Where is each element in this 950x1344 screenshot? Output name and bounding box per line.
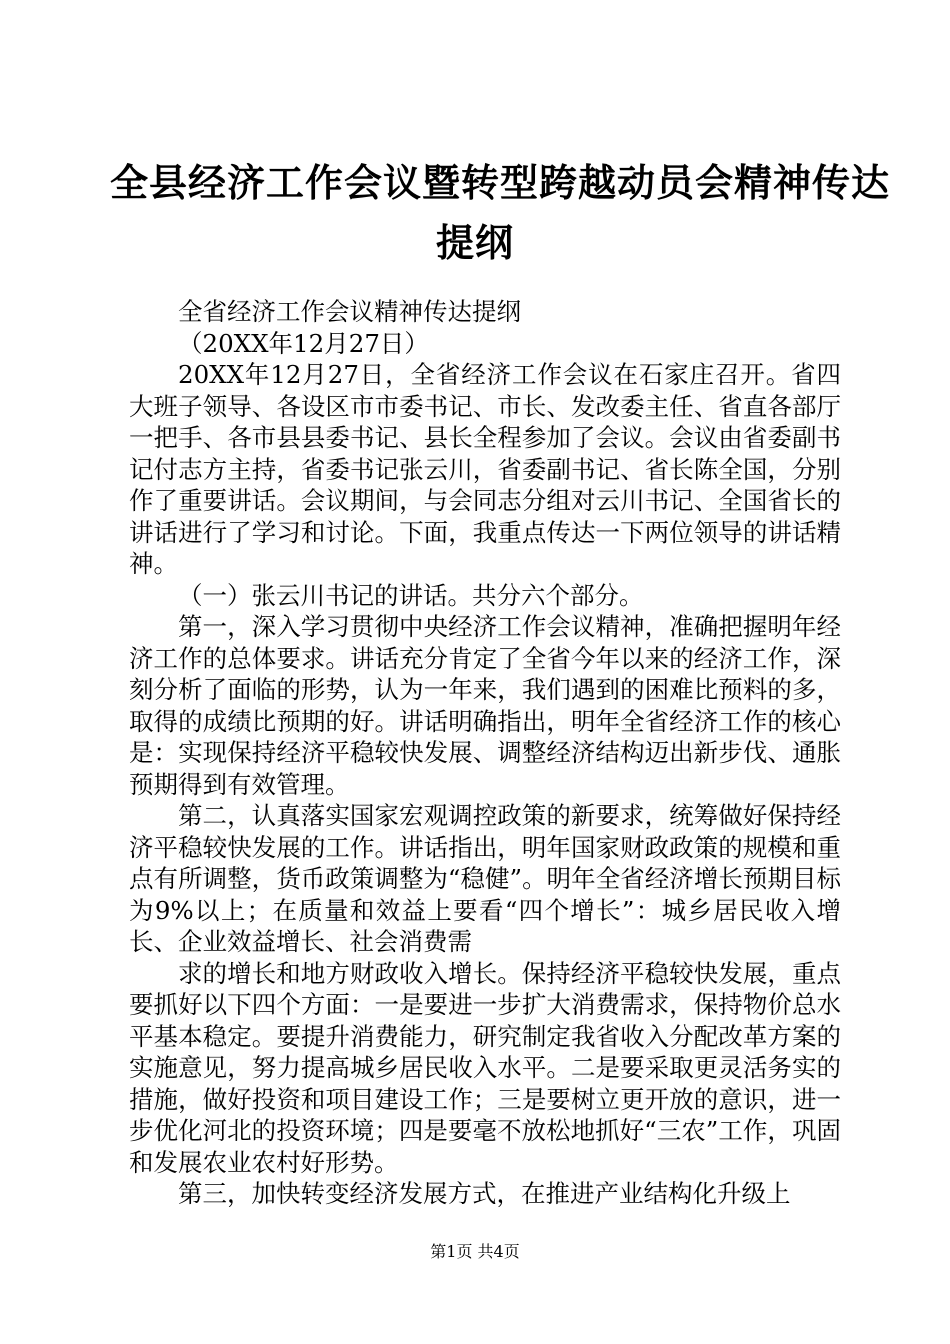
document-title-line-1: 全县经济工作会议暨转型跨越动员会精神传达 <box>110 161 891 205</box>
document-title-line-2: 提纲 <box>435 221 514 265</box>
section-heading: （一）张云川书记的讲话。共分六个部分。 <box>178 580 644 610</box>
paragraph-intro: 20XX年12月27日，全省经济工作会议在石家庄召开。省四大班子领导、各设区市市委书记、市长、发改委主任、省直各部厅一把手、各市县县委书记、县长全程参加了会议。会议由省委副书记付志方主持，省委书记张云川，省委副书记、省长陈全国，分别作了重要讲话。会议期间，与会同志分组对云川书记、全国省长的讲话进行了学习和讨论。下面，我重点传达一下两位领导的讲话精神。 <box>129 360 841 578</box>
paragraph-second: 第二，认真落实国家宏观调控政策的新要求，统筹做好保持经济平稳较快发展的工作。讲话指出，明年国家财政政策的规模和重点有所调整，货币政策调整为“稳健”。明年全省经济增长预期目标为9%以上；在质量和效益上要看“四个增长”：城乡居民收入增长、企业效益增长、社会消费需 <box>129 801 841 956</box>
subtitle: 全省经济工作会议精神传达提纲 <box>178 297 521 326</box>
paragraph-third: 第三，加快转变经济发展方式，在推进产业结构化升级上 <box>178 1179 791 1208</box>
date-line: （20XX年12月27日） <box>178 328 429 358</box>
paragraph-first: 第一，深入学习贯彻中央经济工作会议精神，准确把握明年经济工作的总体要求。讲话充分肯定了全省今年以来的经济工作，深刻分析了面临的形势，认为一年来，我们遇到的困难比预料的多，取得的成绩比预期的好。讲话明确指出，明年全省经济工作的核心是：实现保持经济平稳较快发展、调整经济结构迈出新步伐、通胀预期得到有效管理。 <box>129 612 841 799</box>
document-body <box>129 296 841 1210</box>
page-number: 第1页 共4页 <box>430 1242 520 1261</box>
paragraph-second-continued: 求的增长和地方财政收入增长。保持经济平稳较快发展，重点要抓好以下四个方面：一是要进一步扩大消费需求，保持物价总水平基本稳定。要提升消费能力，研究制定我省收入分配改革方案的实施意见，努力提高城乡居民收入水平。二是要采取更灵活务实的措施，做好投资和项目建设工作；三是要树立更开放的意识，进一步优化河北的投资环境；四是要毫不放松地抓好“三农”工作，巩固和发展农业农村好形势。 <box>129 958 841 1177</box>
